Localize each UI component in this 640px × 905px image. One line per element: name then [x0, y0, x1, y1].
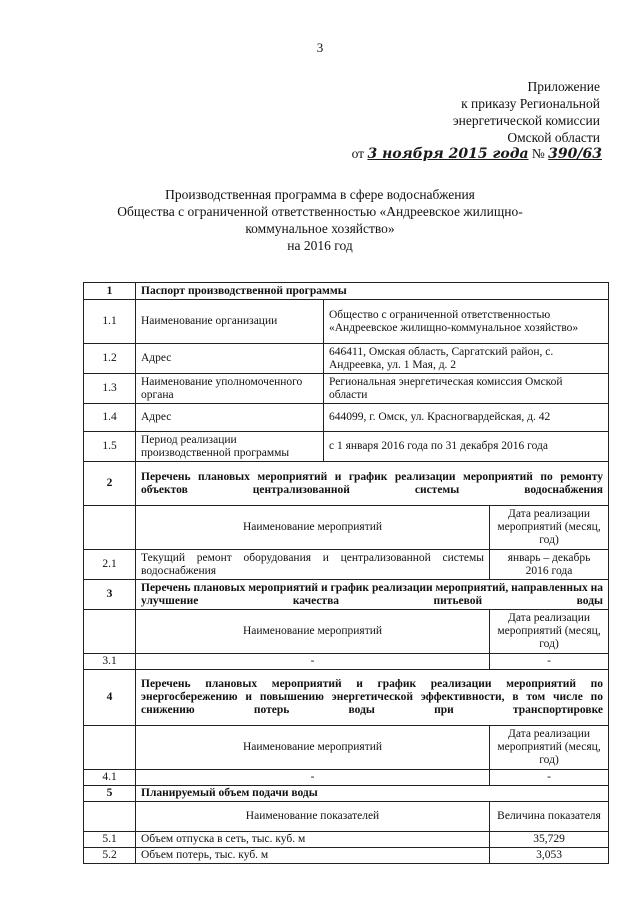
table-row: [84, 848, 609, 864]
order-date-number: [352, 146, 602, 162]
order-number-handwritten: 390/63: [548, 146, 602, 162]
table-row: [84, 654, 609, 670]
column-header-date: Дата реализации мероприятий (месяц, год): [490, 610, 609, 654]
section-title: Планируемый объем подачи воды: [136, 786, 609, 802]
table-row: [84, 550, 609, 580]
table-row: [84, 374, 609, 404]
section-2-header: [84, 462, 609, 506]
column-header-row: [84, 802, 609, 832]
section-1-header: [84, 283, 609, 300]
column-header-date: Дата реализации мероприятий (месяц, год): [490, 506, 609, 550]
column-header-name: Наименование мероприятий: [136, 610, 490, 654]
section-5-header: [84, 786, 609, 802]
row-value: 3,053: [490, 848, 609, 864]
row-number: 1.4: [84, 404, 136, 432]
empty-cell: [84, 506, 136, 550]
row-value: -: [490, 770, 609, 786]
section-title: Перечень плановых мероприятий и график реализации мероприятий, направленных на улучшение качества питьевой воды: [136, 580, 609, 610]
empty-cell: [84, 610, 136, 654]
row-label: Адрес: [136, 404, 324, 432]
row-value: -: [490, 654, 609, 670]
row-number: 1.5: [84, 432, 136, 462]
column-header-date: Дата реализации мероприятий (месяц, год): [490, 726, 609, 770]
section-number: 5: [84, 786, 136, 802]
title-line-3: коммунальное хозяйство»: [245, 221, 395, 236]
row-number: 4.1: [84, 770, 136, 786]
row-number: 1.2: [84, 344, 136, 374]
row-value: январь – декабрь 2016 года: [490, 550, 609, 580]
row-value: 35,729: [490, 832, 609, 848]
column-header-name: Наименование мероприятий: [136, 506, 490, 550]
section-number: 2: [84, 462, 136, 506]
table-row: [84, 832, 609, 848]
column-header-row: [84, 506, 609, 550]
section-number: 3: [84, 580, 136, 610]
row-label: Текущий ремонт оборудования и централизованной системы водоснабжения: [136, 550, 490, 580]
section-3-header: [84, 580, 609, 610]
row-label: Период реализации производственной программы: [136, 432, 324, 462]
row-label: Наименование организации: [136, 300, 324, 344]
row-label: Адрес: [136, 344, 324, 374]
section-number: 1: [84, 283, 136, 300]
empty-cell: [84, 802, 136, 832]
row-value: 644099, г. Омск, ул. Красногвардейская, д. 42: [324, 404, 609, 432]
column-header-value: Величина показателя: [490, 802, 609, 832]
section-4-header: [84, 670, 609, 726]
document-title: [0, 186, 640, 254]
title-line-4: на 2016 год: [287, 238, 353, 253]
page-number: 3: [316, 40, 324, 55]
row-label: Объем потерь, тыс. куб. м: [136, 848, 490, 864]
table-row: [84, 404, 609, 432]
title-line-1: Производственная программа в сфере водоснабжения: [165, 187, 475, 202]
row-value: Региональная энергетическая комиссия Омской области: [324, 374, 609, 404]
appendix-line-2: к приказу Региональной: [461, 96, 600, 111]
column-header-row: [84, 726, 609, 770]
table-row: [84, 344, 609, 374]
empty-cell: [84, 726, 136, 770]
appendix-header: [453, 78, 600, 146]
section-title: Перечень плановых мероприятий и график реализации мероприятий по энергосбережению и повышению энергетической эффективности, в том числе по снижению потерь воды при транспортировке: [136, 670, 609, 726]
row-number: 3.1: [84, 654, 136, 670]
row-label: Объем отпуска в сеть, тыс. куб. м: [136, 832, 490, 848]
section-title: Паспорт производственной программы: [136, 283, 609, 300]
row-value: Общество с ограниченной ответственностью «Андреевское жилищно-коммунальное хозяйство»: [324, 300, 609, 344]
program-table: [83, 282, 609, 864]
row-number: 1.1: [84, 300, 136, 344]
table-row: [84, 300, 609, 344]
order-date-handwritten: 3 ноября 2015 года: [367, 146, 529, 162]
row-number: 2.1: [84, 550, 136, 580]
section-title: Перечень плановых мероприятий и график реализации мероприятий по ремонту объектов централизованной системы водоснабжения: [136, 462, 609, 506]
row-label: Наименование уполномоченного органа: [136, 374, 324, 404]
table-row: [84, 770, 609, 786]
section-number: 4: [84, 670, 136, 726]
row-label: -: [136, 654, 490, 670]
row-number: 5.1: [84, 832, 136, 848]
row-value: с 1 января 2016 года по 31 декабря 2016 года: [324, 432, 609, 462]
column-header-name: Наименование показателей: [136, 802, 490, 832]
title-line-2: Общества с ограниченной ответственностью «Андреевское жилищно-: [117, 204, 523, 219]
row-label: -: [136, 770, 490, 786]
column-header-row: [84, 610, 609, 654]
row-number: 1.3: [84, 374, 136, 404]
order-prefix: от: [351, 146, 365, 161]
appendix-line-4: Омской области: [507, 130, 600, 145]
appendix-line-3: энергетической комиссии: [452, 113, 600, 128]
row-number: 5.2: [84, 848, 136, 864]
appendix-line-1: Приложение: [527, 79, 600, 94]
order-number-prefix: №: [531, 146, 545, 161]
table-row: [84, 432, 609, 462]
row-value: 646411, Омская область, Саргатский район, с. Андреевка, ул. 1 Мая, д. 2: [324, 344, 609, 374]
column-header-name: Наименование мероприятий: [136, 726, 490, 770]
